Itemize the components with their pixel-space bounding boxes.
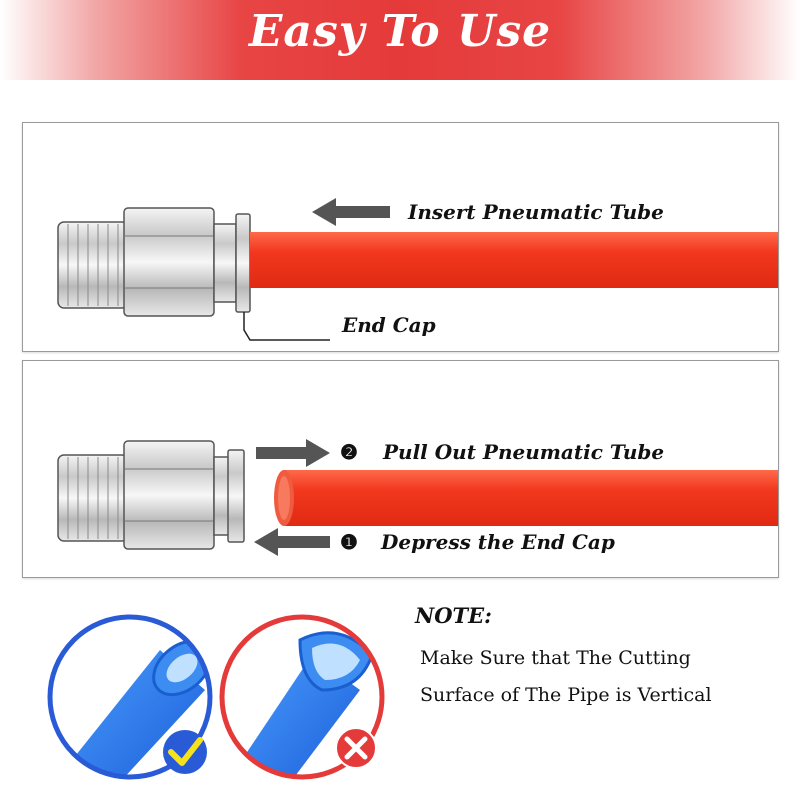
insert-tube-label: Insert Pneumatic Tube <box>408 200 664 224</box>
wrong-cut-example <box>215 617 382 800</box>
note-line-1: Make Sure that The Cutting <box>420 647 691 669</box>
note-line-2: Surface of The Pipe is Vertical <box>420 684 712 706</box>
step-2-number: ❷ <box>340 440 358 464</box>
fitting-remove <box>58 441 244 549</box>
pull-arrow-icon <box>256 439 330 467</box>
note-title: NOTE: <box>415 603 492 628</box>
end-cap-label: End Cap <box>342 313 436 337</box>
correct-cut-example <box>40 617 221 800</box>
banner-title: Easy To Use <box>248 6 552 57</box>
x-mark-icon <box>336 728 376 768</box>
red-tube-inserted <box>250 232 778 288</box>
insert-arrow-icon <box>312 198 390 226</box>
fitting-insert <box>58 208 250 316</box>
red-tube-removed <box>274 470 778 526</box>
pull-out-label: Pull Out Pneumatic Tube <box>383 440 665 464</box>
depress-arrow-icon <box>254 528 330 556</box>
depress-label: Depress the End Cap <box>381 530 615 554</box>
end-cap-leader-line <box>244 312 330 340</box>
checkmark-icon <box>163 730 207 774</box>
step-1-number: ❶ <box>340 530 358 554</box>
